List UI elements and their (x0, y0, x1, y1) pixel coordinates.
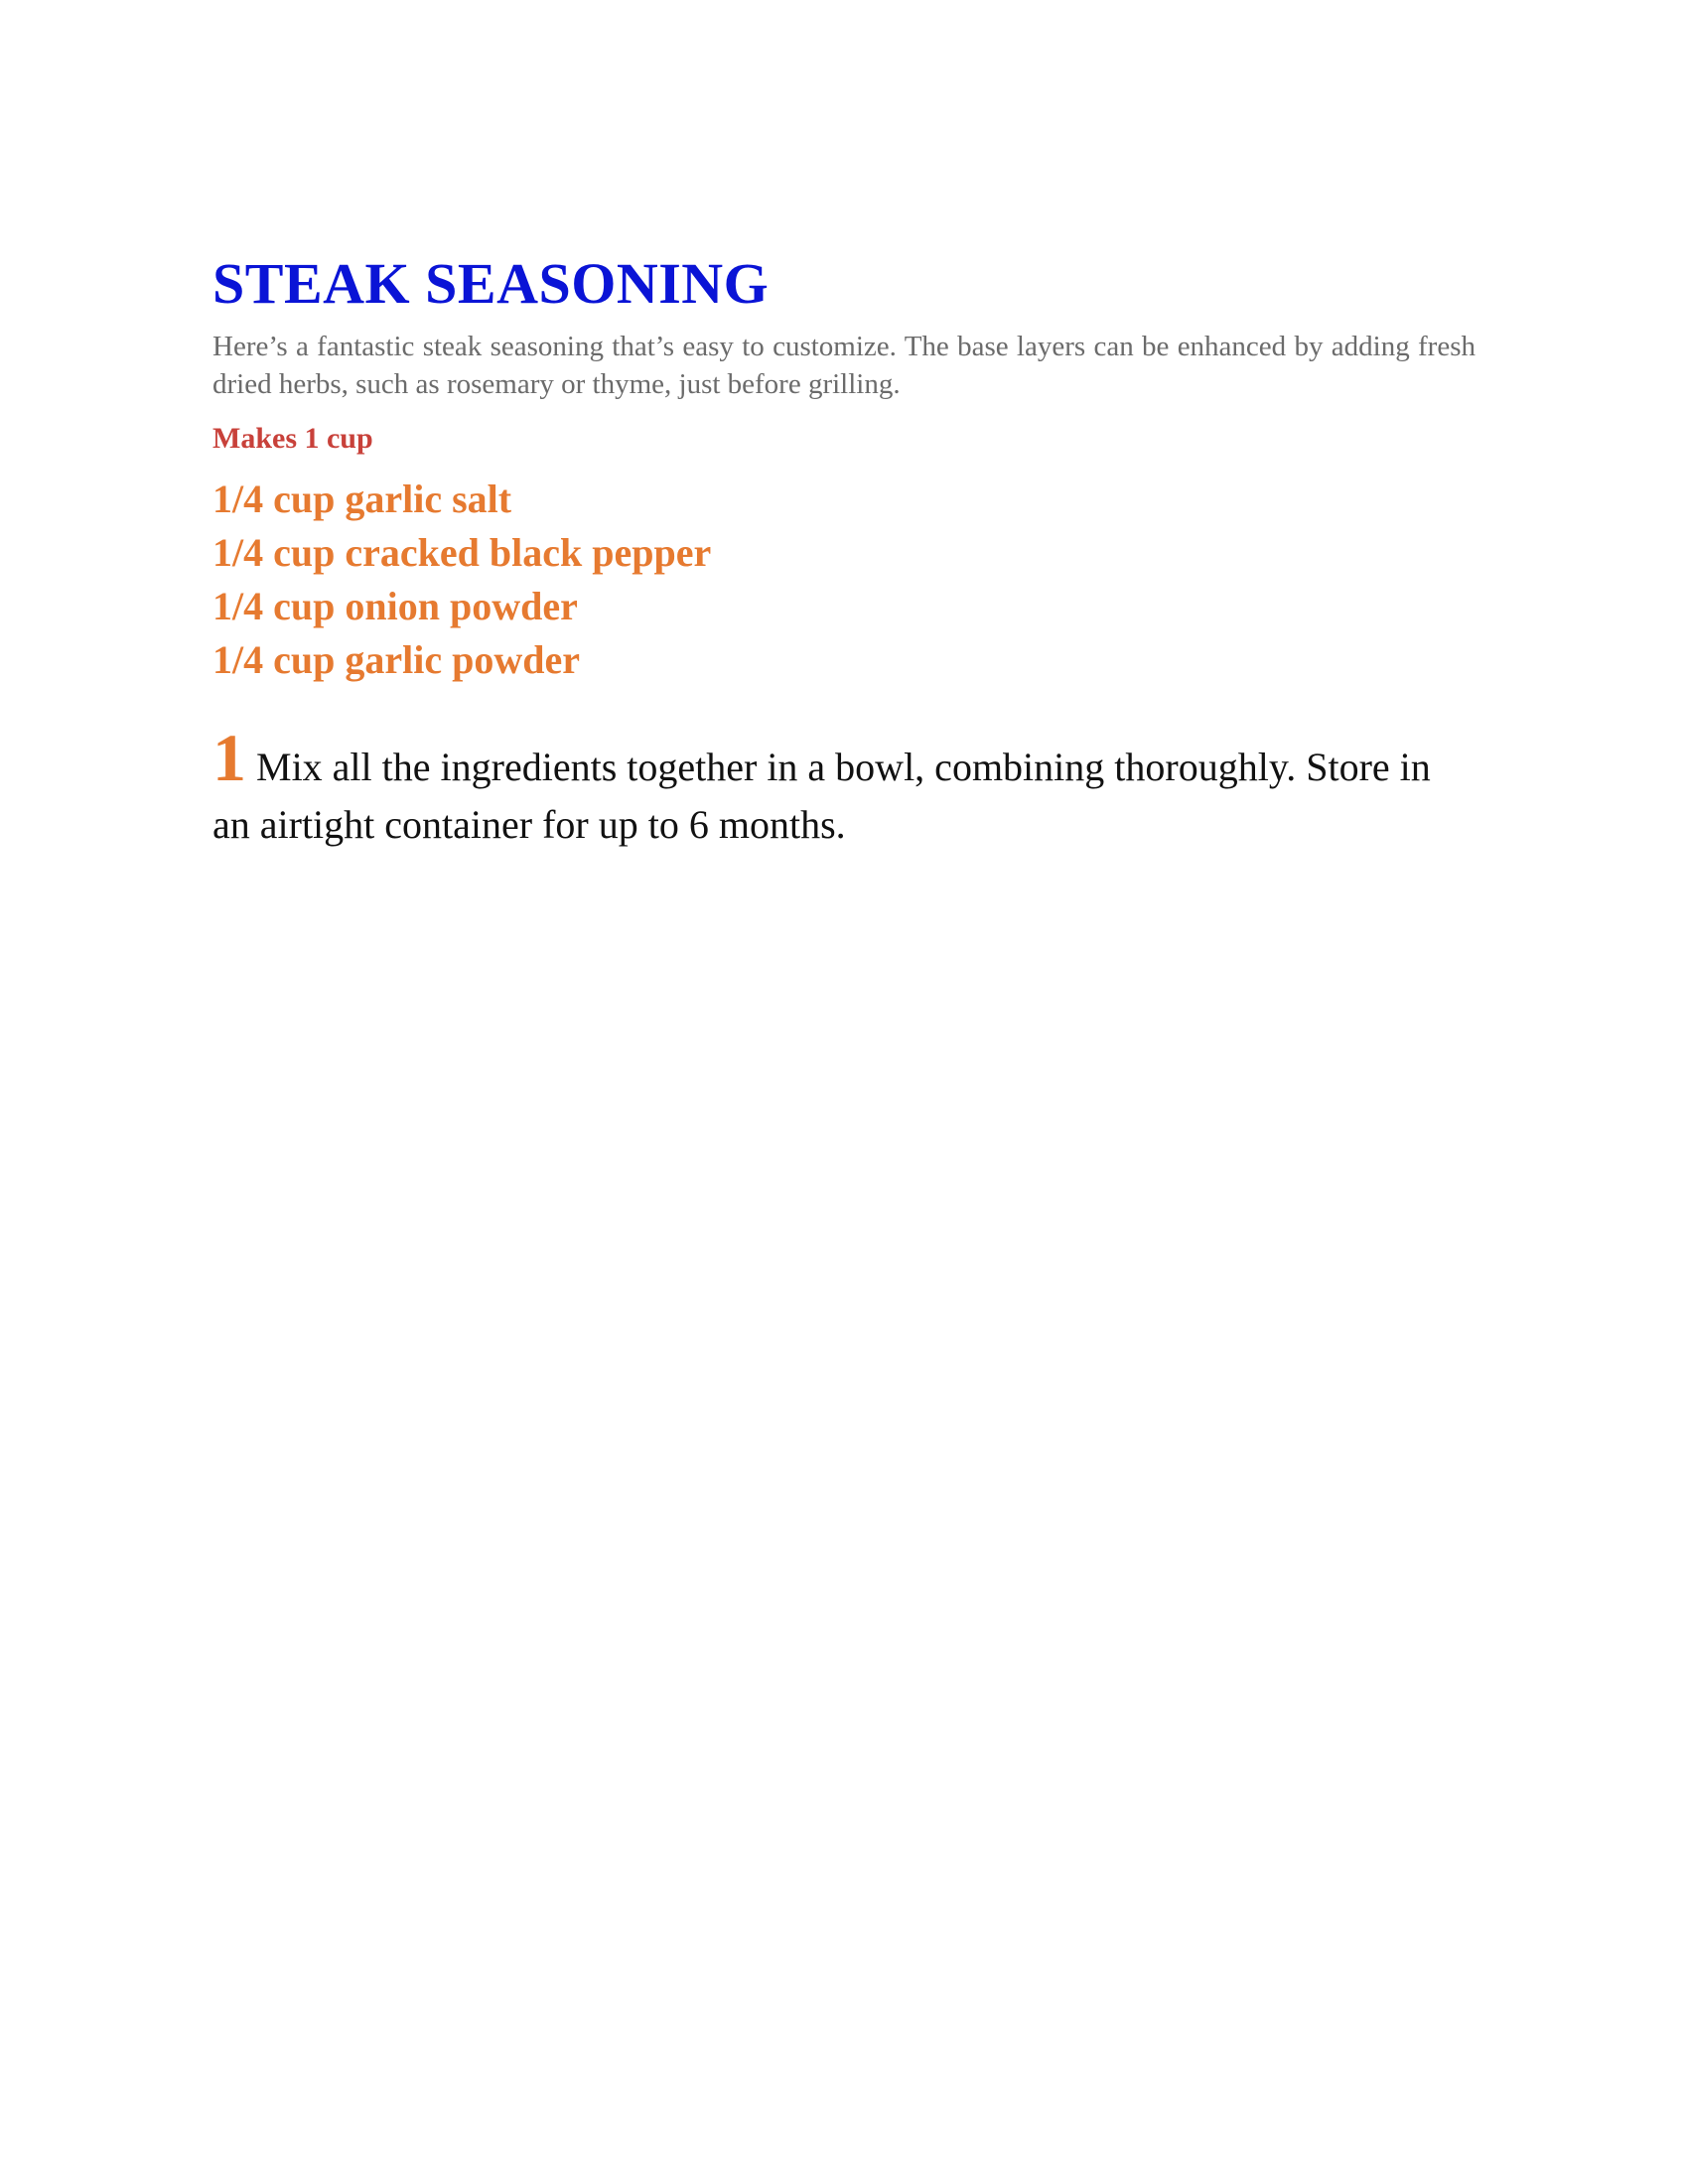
ingredient-list (212, 473, 1476, 687)
step-text: Mix all the ingredients together in a bowl, combining thoroughly. Store in an airtight container for up to 6 months. (212, 745, 1431, 847)
recipe-page (212, 250, 1476, 854)
ingredient-item: 1/4 cup garlic salt (212, 477, 512, 521)
recipe-intro: Here’s a fantastic steak seasoning that’s easy to customize. The base layers can be enhanced by adding fresh dried herbs, such as rosemary or thyme, just before grilling. (212, 331, 1476, 400)
step-number: 1 (212, 720, 246, 795)
ingredient-item: 1/4 cup cracked black pepper (212, 530, 712, 575)
ingredient-item: 1/4 cup garlic powder (212, 637, 580, 682)
ingredient-item: 1/4 cup onion powder (212, 584, 578, 628)
step-list (212, 720, 1476, 854)
recipe-yield: Makes 1 cup (212, 422, 373, 455)
step-item (212, 720, 1454, 854)
recipe-title: STEAK SEASONING (212, 251, 770, 316)
